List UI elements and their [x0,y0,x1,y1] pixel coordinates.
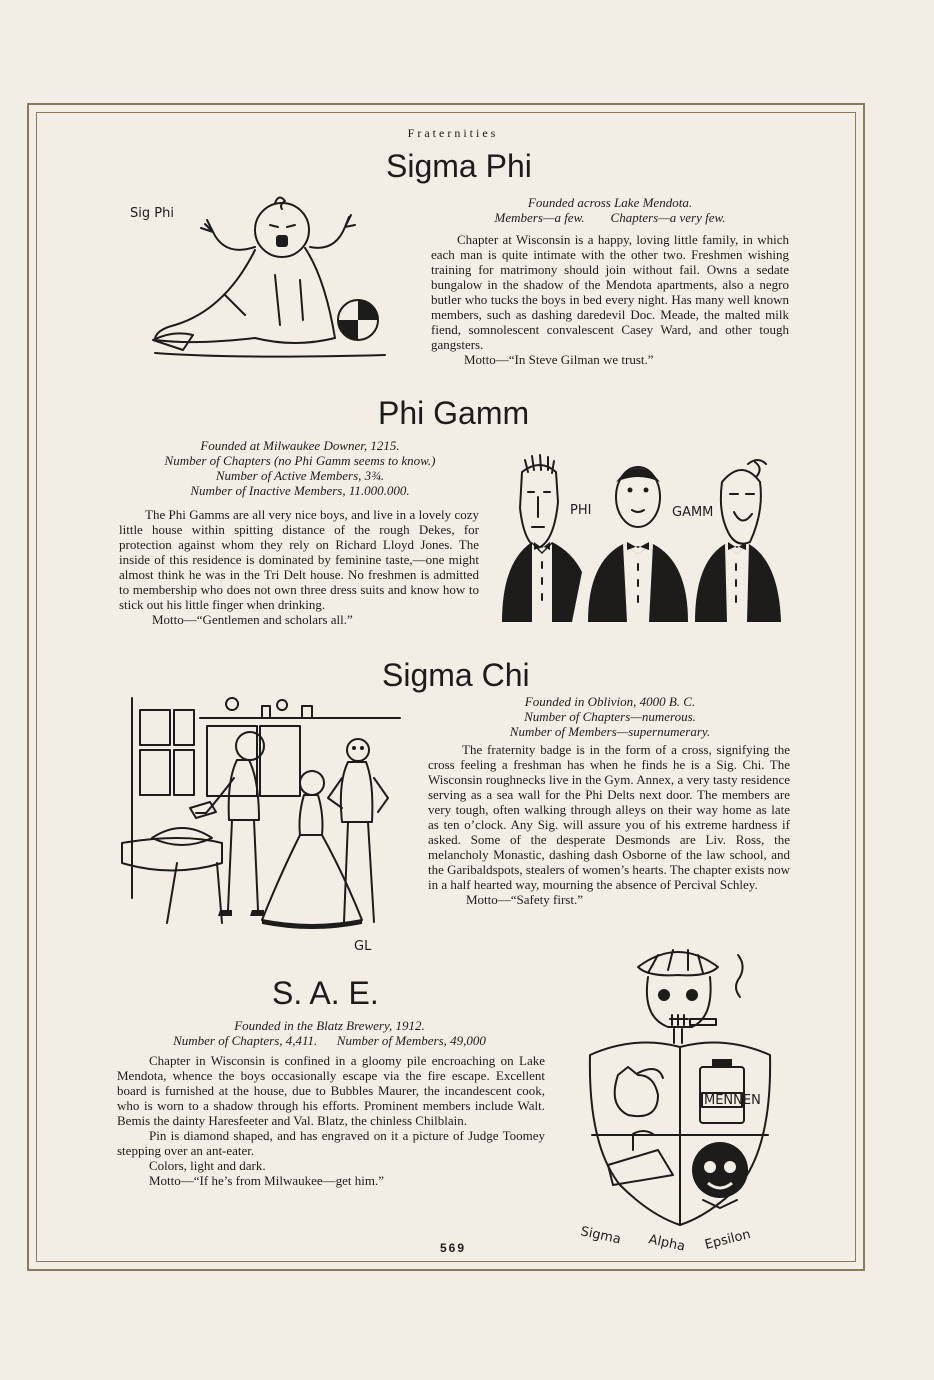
sigma-chi-illustration-signature: GL [354,939,372,954]
sigma-phi-members: Members—a few. Chapters—a very few. [494,210,726,225]
phi-gamm-body [119,507,479,627]
sae-body [117,1053,545,1188]
sigma-chi-dinner-party-illustration [122,698,412,953]
phi-gamm-active: Number of Active Members, 3¾. [215,468,385,483]
phi-gamm-illustration-word-phi: PHI [570,503,592,518]
sae-paragraph-1: Chapter in Wisconsin is confined in a gloomy pile encroaching on Lake Mendota, whence the boys occasionally escape via the fire escape. Excellent board is furnished at the house, due to Bubbles Maurer, the incandescent cook, who is worn to a shadow through his efforts. Prominent members include Walt. Bemis the dainty Haresfeeter and Val. Blatz, the chinless Chilblain. [117,1053,545,1128]
sae-title: S. A. E. [272,975,379,1011]
sigma-phi-illustration-caption: Sig Phi [130,206,174,221]
sigma-phi-founded: Founded across Lake Mendota. [527,195,693,210]
sigma-chi-founded: Founded in Oblivion, 4000 B. C. [524,694,696,709]
sae-illustration-label: MENNEN [704,1093,761,1108]
phi-gamm-illustration-word-gamm: GAMM [672,505,714,520]
sigma-chi-chapters: Number of Chapters—numerous. [524,709,696,724]
sigma-chi-paragraph: The fraternity badge is in the form of a cross, signifying the cross feeling a freshman has when he finds he is a Sig. Chi. The Wisconsin roughnecks live in the Gym. Annex, a very tasty residence serving as a sea wall for the Phi Delts next door. The members are very tough, often walking through alleys on their way home as late as ten o’clock. Any Sig. will assure you of his extreme hardness if asked. Some of the desperate Desmonds are Liv. Ross, the melancholy Monastic, dashing dash Osborne of the law school, and the Garibaldspots, stealers of women’s hearts. The chapter exists now in a half hearted way, mourning the absence of Percival Schley. [428,742,790,892]
sae-illustration-caption-alpha: Alpha [647,1232,687,1255]
sigma-phi-paragraph: Chapter at Wisconsin is a happy, loving little family, in which each man is quite intimate with the other two. Freshmen wishing training for matrimony should join without fail. Owns a sedate bungalow in the shadow of the Mendota apartments, also a negro butler who tucks the boys in bed every night. Has many well known members, such as dashing daredevil Doc. Meade, the malted milk fiend, somnolescent convalescent Casey Ward, and other tough gangsters. [431,232,789,352]
sae-paragraph-2: Pin is diamond shaped, and has engraved on it a picture of Judge Toomey stepping over an ant-eater. [117,1128,545,1158]
sigma-chi-members: Number of Members—supernumerary. [509,724,711,739]
sigma-chi-title: Sigma Chi [382,657,530,693]
sae-meta [117,1018,542,1048]
sigma-phi-baby-illustration [125,185,395,365]
sigma-phi-meta [425,195,795,225]
sigma-phi-title: Sigma Phi [386,148,532,184]
sigma-phi-motto: Motto—“In Steve Gilman we trust.” [464,352,654,367]
phi-gamm-chapters: Number of Chapters (no Phi Gamm seems to know.) [164,453,436,468]
phi-gamm-founded: Founded at Milwaukee Downer, 1215. [200,438,400,453]
phi-gamm-title: Phi Gamm [378,395,530,431]
phi-gamm-three-men-illustration [500,452,782,624]
page-number: 569 [439,1241,467,1255]
sae-founded: Founded in the Blatz Brewery, 1912. [234,1018,425,1033]
sae-motto: Motto—“If he’s from Milwaukee—get him.” [149,1173,385,1188]
running-head: Fraternities [407,126,499,140]
sae-illustration-caption-sigma: Sigma [579,1224,623,1248]
sigma-chi-meta [425,694,795,739]
phi-gamm-meta [115,438,485,498]
sae-coat-of-arms-illustration [578,945,800,1255]
phi-gamm-inactive: Number of Inactive Members, 11.000.000. [190,483,410,498]
sae-paragraph-3: Colors, light and dark. [149,1158,266,1173]
sae-chapters-members: Number of Chapters, 4,411. Number of Members, 49,000 [173,1033,486,1048]
sigma-chi-body [428,742,790,907]
sigma-phi-body [431,232,789,367]
phi-gamm-paragraph: The Phi Gamms are all very nice boys, and live in a lovely cozy little house within spitting distance of the rough Dekes, for protection against whom they rely on Richard Lloyd Jones. The inside of this residence is dominated by feminine taste,—one might almost think he was in the Tri Delt house. No freshmen is admitted to membership who does not own three dress suits and know how to stick out his little finger when drinking. [119,507,479,612]
sae-illustration-caption-epsilon: Epsilon [703,1227,753,1253]
sigma-chi-motto: Motto—“Safety first.” [466,892,583,907]
phi-gamm-motto: Motto—“Gentlemen and scholars all.” [152,612,353,627]
